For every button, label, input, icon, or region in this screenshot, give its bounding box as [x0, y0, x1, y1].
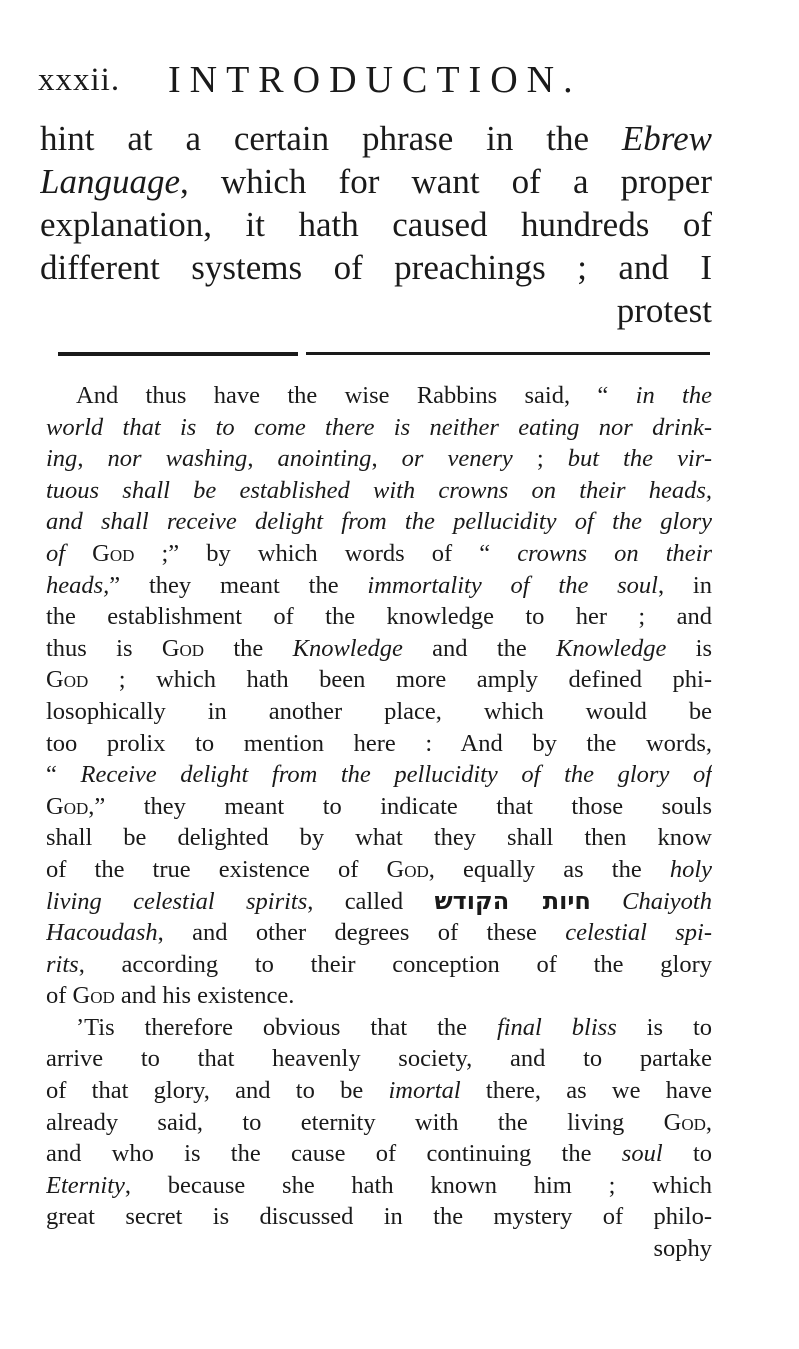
hebrew-text: חיות הקודש [434, 886, 591, 915]
italic-text: Ebrew [621, 119, 712, 158]
italic-text: ing [46, 445, 78, 473]
italic-text: Knowledge [556, 634, 667, 662]
italic-text: Hacoudash [46, 919, 158, 947]
text-line: Language, which for want of a proper [40, 162, 712, 201]
italic-text: Language [40, 162, 180, 201]
small-caps-text: God [92, 539, 135, 567]
footnote-line: of God and his existence. [46, 982, 295, 1010]
italic-text: Knowledge [292, 634, 403, 662]
footnote-line: of God ;” by which words of “ crowns on their [46, 539, 712, 567]
footnote-line: rits, according to their conception of the glory [46, 950, 712, 978]
footnote-line: And thus have the wise Rabbins said, “ in the [76, 382, 712, 409]
italic-text: in the [635, 382, 712, 409]
italic-text: of [46, 539, 93, 567]
italic-text: Eternity [46, 1171, 125, 1199]
text-line: different systems of preachings ; and I [40, 248, 712, 287]
italic-text: imortal [388, 1077, 461, 1105]
small-caps-text: God [46, 792, 89, 820]
footnote-line: “ Receive delight from the pellucidity of the glory of [46, 761, 712, 789]
text-line: explanation, it hath caused hundreds of [40, 205, 712, 244]
footnote-line: the establishment of the knowledge to her ; and [46, 603, 712, 631]
footnote-line: of that glory, and to be imortal there, as we have [46, 1077, 712, 1105]
italic-text: crowns on their [517, 539, 712, 567]
running-header [38, 58, 718, 104]
footnote-line: Hacoudash, and other degrees of these celestial spi- [46, 919, 712, 947]
italic-text: holy [669, 855, 712, 883]
footnote-line: God ; which hath been more amply defined phi- [46, 666, 712, 694]
small-caps-text: God [46, 666, 89, 694]
footnote-line: Eternity, because she hath known him ; which [46, 1171, 712, 1199]
small-caps-text: God [72, 982, 115, 1010]
footnote-line: too prolix to mention here : And by the words, [46, 729, 712, 757]
footnote-line [46, 412, 712, 444]
footnote-line: of the true existence of God, equally as the holy [46, 855, 712, 883]
italic-text: celestial spi- [565, 919, 712, 947]
footnote-line: God,” they meant to indicate that those souls [46, 792, 712, 820]
italic-text: living celestial spirits [46, 887, 308, 915]
italic-text: Chaiyoth [622, 887, 712, 915]
italic-text: and shall receive delight from the pellucidity of the glory [46, 508, 712, 536]
running-title: INTRODUCTION. [168, 59, 582, 101]
small-caps-text: God [663, 1108, 706, 1136]
footnote-line: losophically in another place, which would be [46, 697, 712, 725]
footnote-text [46, 380, 712, 1265]
footnote-line: shall be delighted by what they shall then know [46, 824, 712, 852]
footnote-line: ing, nor washing, anointing, or venery ; but the vir- [46, 445, 712, 473]
footnote-line: living celestial spirits, called חיות הקודש Chaiyoth [46, 886, 712, 915]
italic-text: but the vir- [567, 445, 712, 473]
footnote-line: thus is God the Knowledge and the Knowledge is [46, 634, 712, 662]
footnote-line: heads,” they meant the immortality of the soul, in [46, 571, 712, 599]
footnote-line: already said, to eternity with the living God, [46, 1108, 712, 1136]
page-number: xxxii. [38, 62, 121, 98]
footnote-rule-right [306, 352, 710, 355]
footnote-line: ’Tis therefore obvious that the final bliss is to [76, 1013, 712, 1041]
italic-text: rits [46, 950, 79, 978]
footnote-line: arrive to that heavenly society, and to partake [46, 1045, 712, 1073]
italic-text: soul [621, 1140, 663, 1168]
italic-text: nor washing [107, 445, 248, 473]
footnote-line [46, 506, 712, 538]
text-line: hint at a certain phrase in the Ebrew [40, 119, 712, 158]
footnote-line: great secret is discussed in the mystery of philo- [46, 1203, 712, 1231]
footnote-line [46, 475, 712, 507]
italic-text: or venery [401, 445, 513, 473]
small-caps-text: God [386, 855, 429, 883]
italic-text: Receive delight from the pellucidity of the glory of [80, 761, 712, 789]
footnote-rule-left [58, 352, 298, 356]
italic-text: tuous shall be established with crowns on their heads, [46, 476, 712, 504]
small-caps-text: God [161, 634, 205, 662]
italic-text: heads, [46, 571, 110, 599]
italic-text: immortality of the soul [367, 571, 658, 599]
italic-text: final bliss [496, 1013, 617, 1041]
catchword: sophy [653, 1235, 712, 1263]
footnote-line: and who is the cause of continuing the soul to [46, 1140, 712, 1168]
main-text [40, 117, 712, 332]
catchword: protest [616, 291, 712, 330]
italic-text: world that is to come there is neither eating nor drink- [46, 413, 712, 441]
italic-text: anointing [277, 445, 372, 473]
